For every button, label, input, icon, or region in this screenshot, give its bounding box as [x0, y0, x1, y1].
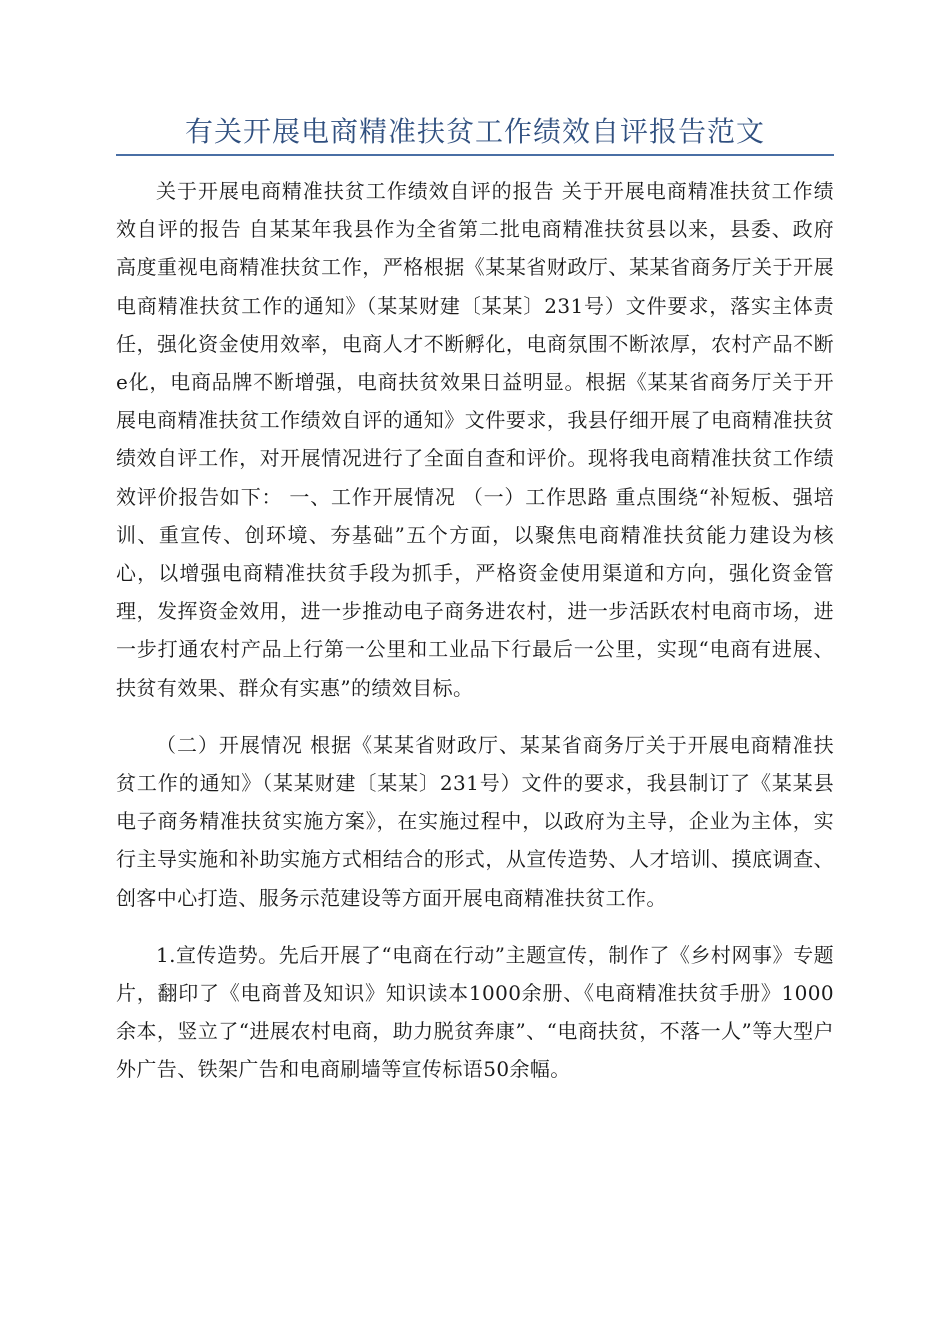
document-body: [116, 172, 834, 1108]
paragraph-publicity: 1.宣传造势。先后开展了“电商在行动”主题宣传，制作了《乡村网事》专题片，翻印了《电商普及知识》知识读本1000余册、《电商精准扶贫手册》1000余本，竖立了“进展农村电商，助力脱贫奔康”、“电商扶贫，不落一人”等大型户外广告、铁架广告和电商刷墙等宣传标语50余幅。: [116, 942, 834, 1082]
paragraph-status: （二）开展情况 根据《某某省财政厅、某某省商务厅关于开展电商精准扶贫工作的通知》（某某财建〔某某〕231号）文件的要求，我县制订了《某某县电子商务精准扶贫实施方案》，在实施过程中，以政府为主导，企业为主体，实行主导实施和补助实施方式相结合的形式，从宣传造势、人才培训、摸底调查、创客中心打造、服务示范建设等方面开展电商精准扶贫工作。: [116, 732, 834, 910]
document-title: 有关开展电商精准扶贫工作绩效自评报告范文: [184, 115, 765, 148]
title-underline: [116, 154, 834, 156]
paragraph-intro: 关于开展电商精准扶贫工作绩效自评的报告 关于开展电商精准扶贫工作绩效自评的报告 自某某年我县作为全省第二批电商精准扶贫县以来，县委、政府高度重视电商精准扶贫工作，严格根据《某某省财政厅、某某省商务厅关于开展电商精准扶贫工作的通知》（某某财建〔某某〕231号）文件要求，落实主体责任，强化资金使用效率，电商人才不断孵化，电商氛围不断浓厚，农村产品不断e化，电商品牌不断增强，电商扶贫效果日益明显。根据《某某省商务厅关于开展电商精准扶贫工作绩效自评的通知》文件要求，我县仔细开展了电商精准扶贫绩效自评工作，对开展情况进行了全面自查和评价。现将我电商精准扶贫工作绩效评价报告如下： 一、工作开展情况 （一）工作思路 重点围绕“补短板、强培训、重宣传、创环境、夯基础”五个方面，以聚焦电商精准扶贫能力建设为核心，以增强电商精准扶贫手段为抓手，严格资金使用渠道和方向，强化资金管理，发挥资金效用，进一步推动电子商务进农村，进一步活跃农村电商市场，进一步打通农村产品上行第一公里和工业品下行最后一公里，实现“电商有进展、扶贫有效果、群众有实惠”的绩效目标。: [116, 179, 834, 700]
